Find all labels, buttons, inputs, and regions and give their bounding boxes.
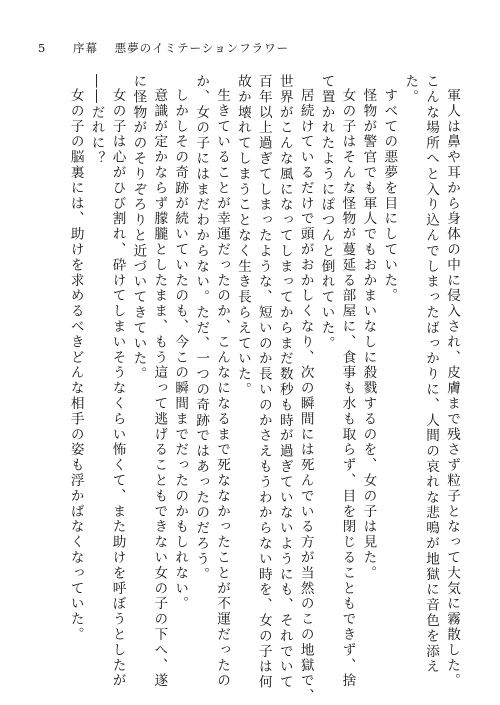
text-line: ――だれに？ [88,74,105,167]
body-text [30,74,462,704]
chapter-title: 悪夢のイミテーションフラワー [114,41,290,55]
text-line: 世界がこんな風になってしまってからまだ数秒も時が過ぎていないようにも、それでいて [276,74,293,690]
text-line: こんな場所へと入り込んでしまったばっかりに、人間の哀れな悲鳴が地獄に音色を添え [423,74,440,675]
text-line: 軍人は鼻や耳から身体の中に侵入され、皮膚まで残さず粒子となって大気に霧散した。 [444,87,460,689]
page-header [38,40,289,56]
text-line: た。 [402,74,419,105]
text-line: 女の子は心がひび割れ、砕けてしまいそうなくらい怖くて、また助けを呼ぼうとしたが [109,87,126,689]
text-line: か、女の子にはまだわからない。ただ、一つの奇跡ではあったのだろう。 [193,74,210,583]
chapter-label: 序幕 [72,41,98,55]
text-line: 居続けているだけで頭がおかしくなり、次の瞬間には死んでいる方が当然のこの地獄で、 [297,87,314,704]
text-line: 怪物が警官でも軍人でもおかまいなしに殺戮するのを、女の子は見た。 [360,87,377,581]
text-line: 百年以上過ぎてしまったような、短いのか長いのかさえもうわからない時を、女の子は何 [255,74,272,690]
text-line: すべての悪夢を目にしていた。 [381,87,398,304]
text-line: 故か壊れてしまうことなく生き長らえていた。 [234,74,251,398]
text-line: 女の子の脳裏には、助けを求めるべきどんな相手の姿も浮かばなくなっていた。 [67,87,84,642]
text-line: 女の子はそんな怪物が蔓延る部屋に、食事も水も取らず、目を閉じることもできず、捨 [339,87,356,689]
text-line: 意識が定かならず朦朧としたまま、もう這って逃げることもできない女の子の下へ、遂 [151,87,168,689]
text-line: て置かれたようにぽつんと倒れていた。 [318,74,335,352]
text-line: 生きていることが幸運だったのか、こんなになるまで死ななかったことが不運だったの [214,87,231,689]
page-number: 5 [38,41,47,55]
text-line: しかしその奇跡が続いていたのも、今この瞬間までだったのかもしれない。 [172,87,189,612]
text-line: に怪物がのそりぞろりと近づいてきていた。 [130,74,147,382]
